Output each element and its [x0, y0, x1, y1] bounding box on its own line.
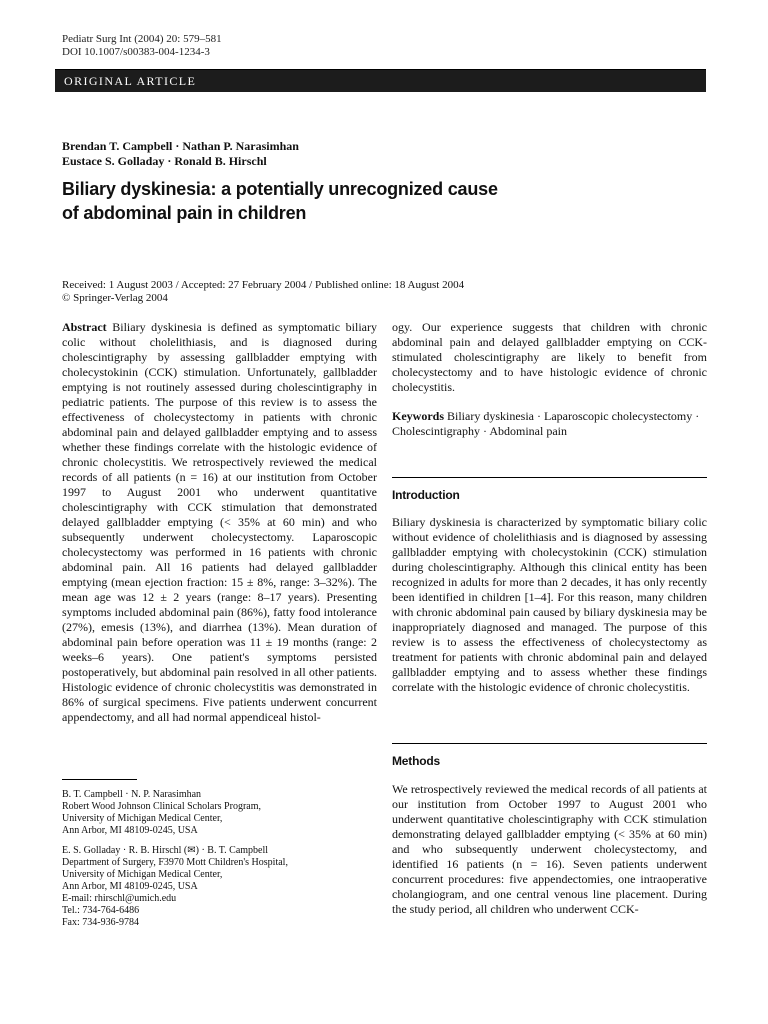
introduction-text: Biliary dyskinesia is characterized by symptomatic biliary colic without evidence of cholelithiasis and is diagnosed by assessing gallbladder emptying with cholecystokinin (CCK) stimulation during cholescintigraphy. Although this clinical entity has been recognized in adults for more than 2 decades, it has only recently been identified in children [1–4]. For this reason, many children with chronic abdominal pain caused by biliary dyskinesia may be inappropriately diagnosed and managed. The purpose of this review is to assess the effectiveness of cholecystectomy as treatment for patients with chronic abdominal pain and delayed gallbladder emptying and to assess whether these findings correlate with the histologic evidence of chronic cholecystitis. — [392, 515, 707, 694]
footnote-rule — [62, 779, 137, 780]
abstract-column — [62, 320, 377, 725]
affiliation-line: E. S. Golladay · R. B. Hirschl (✉) · B. T. Campbell — [62, 845, 269, 856]
affiliation-line: Department of Surgery, F3970 Mott Children's Hospital, — [62, 857, 288, 868]
affiliation-line: University of Michigan Medical Center, — [62, 869, 223, 880]
abstract-paragraph — [62, 320, 377, 725]
keywords-label: Keywords — [392, 409, 444, 423]
article-title — [62, 177, 498, 225]
affiliation-line: Ann Arbor, MI 48109-0245, USA — [62, 881, 198, 892]
keywords-text: Biliary dyskinesia · Laparoscopic cholecystectomy · Cholescintigraphy · Abdominal pain — [392, 409, 700, 438]
section-rule-introduction — [392, 477, 707, 478]
abstract-text: Biliary dyskinesia is defined as symptomatic biliary colic without cholelithiasis, and is diagnosed during cholescintigraphy by assessing gallbladder emptying with cholecystokinin (CCK) stimulation. Unfortunately, gallbladder emptying is not routinely assessed during cholescintigraphy in pediatric patients. The purpose of this review is to assess the effectiveness of cholecystectomy in patients with chronic abdominal pain and delayed gallbladder emptying and to assess whether these findings correlate with the histologic evidence of chronic cholecystitis. We retrospectively reviewed the medical records of all patients (n = 16) at our institution from October 1997 to August 2001 who underwent quantitative cholescintigraphy with CCK stimulation that demonstrated delayed gallbladder emptying (< 35% at 60 min) and who subsequently underwent cholecystectomy. Laparoscopic cholecystectomy was performed in 16 patients with chronic abdominal pain. All 16 patients had delayed gallbladder emptying (mean ejection fraction: 15 ± 8%, range: 3–32%). The mean age was 12 ± 2 years (range: 8–17 years). Presenting symptoms included abdominal pain (86%), fatty food intolerance (27%), emesis (13%), and diarrhea (13%). Mean duration of abdominal pain before operation was 11 ± 19 months (range: 2 weeks–6 years). One patient's symptoms persisted postoperatively, but abdominal pain resolved in all other patients. Histologic evidence of chronic cholecystitis was demonstrated in 86% of surgical specimens. Five patients underwent concurrent appendectomy, and all had normal appendiceal histol- — [62, 320, 377, 724]
methods-heading: Methods — [392, 754, 440, 768]
publication-dates — [62, 279, 464, 305]
article-type-banner: ORIGINAL ARTICLE — [55, 70, 706, 92]
doi: DOI 10.1007/s00383-004-1234-3 — [62, 46, 210, 58]
methods-body — [392, 782, 707, 917]
keywords — [392, 409, 707, 439]
abstract-continuation-text: ogy. Our experience suggests that children with chronic abdominal pain and delayed gallbladder emptying on CCK-stimulated cholescintigraphy are likely to benefit from cholecystectomy and to have histologic evidence of chronic cholecystitis. — [392, 320, 707, 394]
affiliation-line: Robert Wood Johnson Clinical Scholars Program, — [62, 801, 261, 812]
dates-line: Received: 1 August 2003 / Accepted: 27 February 2004 / Published online: 18 August 2004 — [62, 279, 465, 291]
introduction-heading: Introduction — [392, 488, 460, 502]
author-list — [62, 139, 299, 169]
section-rule-methods — [392, 743, 707, 744]
journal-citation: Pediatr Surg Int (2004) 20: 579–581 — [62, 33, 222, 45]
title-line-1: Biliary dyskinesia: a potentially unrecognized cause — [62, 179, 498, 199]
introduction-body — [392, 515, 707, 695]
affiliation-line: Ann Arbor, MI 48109-0245, USA — [62, 825, 198, 836]
email-line[interactable]: E-mail: rhirschl@umich.edu — [62, 893, 177, 904]
abstract-continuation — [392, 320, 707, 395]
methods-text: We retrospectively reviewed the medical records of all patients at our institution from October 1997 to August 2001 who underwent quantitative cholescintigraphy with CCK stimulation demonstrating delayed gallbladder emptying (< 35% at 60 min) and who subsequently underwent cholecystectomy, and identified 16 patients (n = 16). Seven patients underwent concurrent procedures: five appendectomies, one intraoperative cholangiogram, and one central venous line placement. During the study period, all children who underwent CCK- — [392, 782, 707, 916]
title-line-2: of abdominal pain in children — [62, 203, 307, 223]
author-line-1: Brendan T. Campbell · Nathan P. Narasimhan — [62, 139, 299, 153]
affiliation-block-1 — [62, 789, 261, 837]
abstract-label: Abstract — [62, 320, 107, 334]
copyright-line: © Springer-Verlag 2004 — [62, 292, 168, 304]
phone-line: Tel.: 734-764-6486 — [62, 905, 140, 916]
affiliation-line: University of Michigan Medical Center, — [62, 813, 223, 824]
affiliation-line: B. T. Campbell · N. P. Narasimhan — [62, 789, 202, 800]
author-line-2: Eustace S. Golladay · Ronald B. Hirschl — [62, 154, 267, 168]
affiliation-block-2 — [62, 845, 288, 929]
fax-line: Fax: 734-936-9784 — [62, 917, 139, 928]
